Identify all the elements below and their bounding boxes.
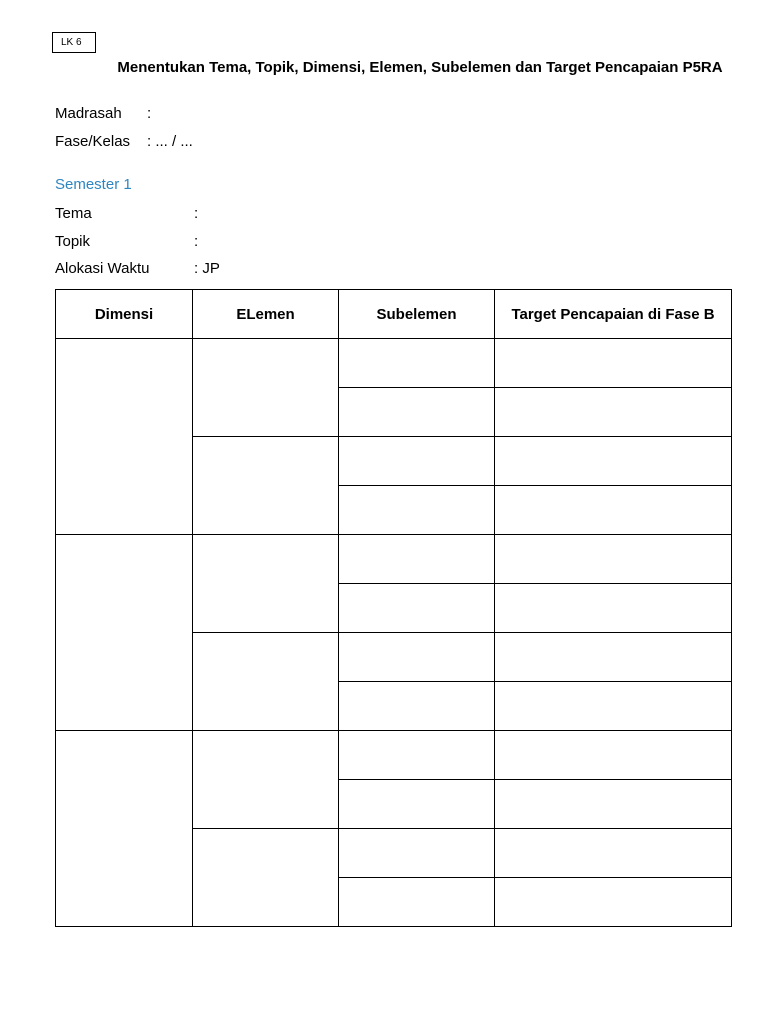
table-header-row (56, 290, 732, 339)
semester-heading: Semester 1 (55, 176, 132, 193)
target-cell[interactable] (495, 633, 732, 682)
field-alokasi-waktu (55, 260, 220, 278)
p5ra-table (55, 289, 732, 927)
field-fase-kelas (55, 133, 193, 151)
header-subelemen: Subelemen (339, 290, 495, 339)
field-alokasi-waktu-label: Alokasi Waktu (55, 260, 150, 277)
dimensi-cell[interactable] (56, 731, 193, 927)
subelemen-cell[interactable] (339, 780, 495, 829)
subelemen-cell[interactable] (339, 437, 495, 486)
subelemen-cell[interactable] (339, 535, 495, 584)
target-cell[interactable] (495, 535, 732, 584)
target-cell[interactable] (495, 682, 732, 731)
subelemen-cell[interactable] (339, 388, 495, 437)
target-cell[interactable] (495, 731, 732, 780)
table-row (56, 339, 732, 388)
table-row (56, 535, 732, 584)
subelemen-cell[interactable] (339, 682, 495, 731)
field-madrasah-value: : (147, 105, 152, 122)
elemen-cell[interactable] (193, 633, 339, 731)
elemen-cell[interactable] (193, 535, 339, 633)
field-madrasah-label: Madrasah (55, 105, 122, 122)
target-cell[interactable] (495, 584, 732, 633)
subelemen-cell[interactable] (339, 633, 495, 682)
field-fase-kelas-value: : ... / ... (147, 133, 193, 150)
header-dimensi: Dimensi (56, 290, 193, 339)
field-tema (55, 205, 199, 223)
elemen-cell[interactable] (193, 437, 339, 535)
dimensi-cell[interactable] (56, 535, 193, 731)
subelemen-cell[interactable] (339, 878, 495, 927)
subelemen-cell[interactable] (339, 339, 495, 388)
subelemen-cell[interactable] (339, 584, 495, 633)
field-topik (55, 233, 199, 251)
elemen-cell[interactable] (193, 339, 339, 437)
field-tema-label: Tema (55, 205, 92, 222)
subelemen-cell[interactable] (339, 829, 495, 878)
field-alokasi-waktu-value: : JP (194, 260, 220, 277)
target-cell[interactable] (495, 878, 732, 927)
target-cell[interactable] (495, 486, 732, 535)
field-madrasah (55, 105, 152, 123)
target-cell[interactable] (495, 437, 732, 486)
subelemen-cell[interactable] (339, 731, 495, 780)
target-cell[interactable] (495, 780, 732, 829)
elemen-cell[interactable] (193, 731, 339, 829)
target-cell[interactable] (495, 388, 732, 437)
header-elemen: ELemen (193, 290, 339, 339)
subelemen-cell[interactable] (339, 486, 495, 535)
elemen-cell[interactable] (193, 829, 339, 927)
table-row (56, 731, 732, 780)
lk-label: LK 6 (61, 37, 82, 48)
field-topik-label: Topik (55, 233, 91, 250)
field-tema-value: : (194, 205, 199, 222)
field-fase-kelas-label: Fase/Kelas (55, 133, 131, 150)
document-title: Menentukan Tema, Topik, Dimensi, Elemen, Subelemen dan Target Pencapaian P5RA (117, 59, 723, 76)
lk-label-box (52, 32, 96, 53)
target-cell[interactable] (495, 339, 732, 388)
field-topik-value: : (194, 233, 199, 250)
dimensi-cell[interactable] (56, 339, 193, 535)
target-cell[interactable] (495, 829, 732, 878)
header-target: Target Pencapaian di Fase B (495, 290, 732, 339)
